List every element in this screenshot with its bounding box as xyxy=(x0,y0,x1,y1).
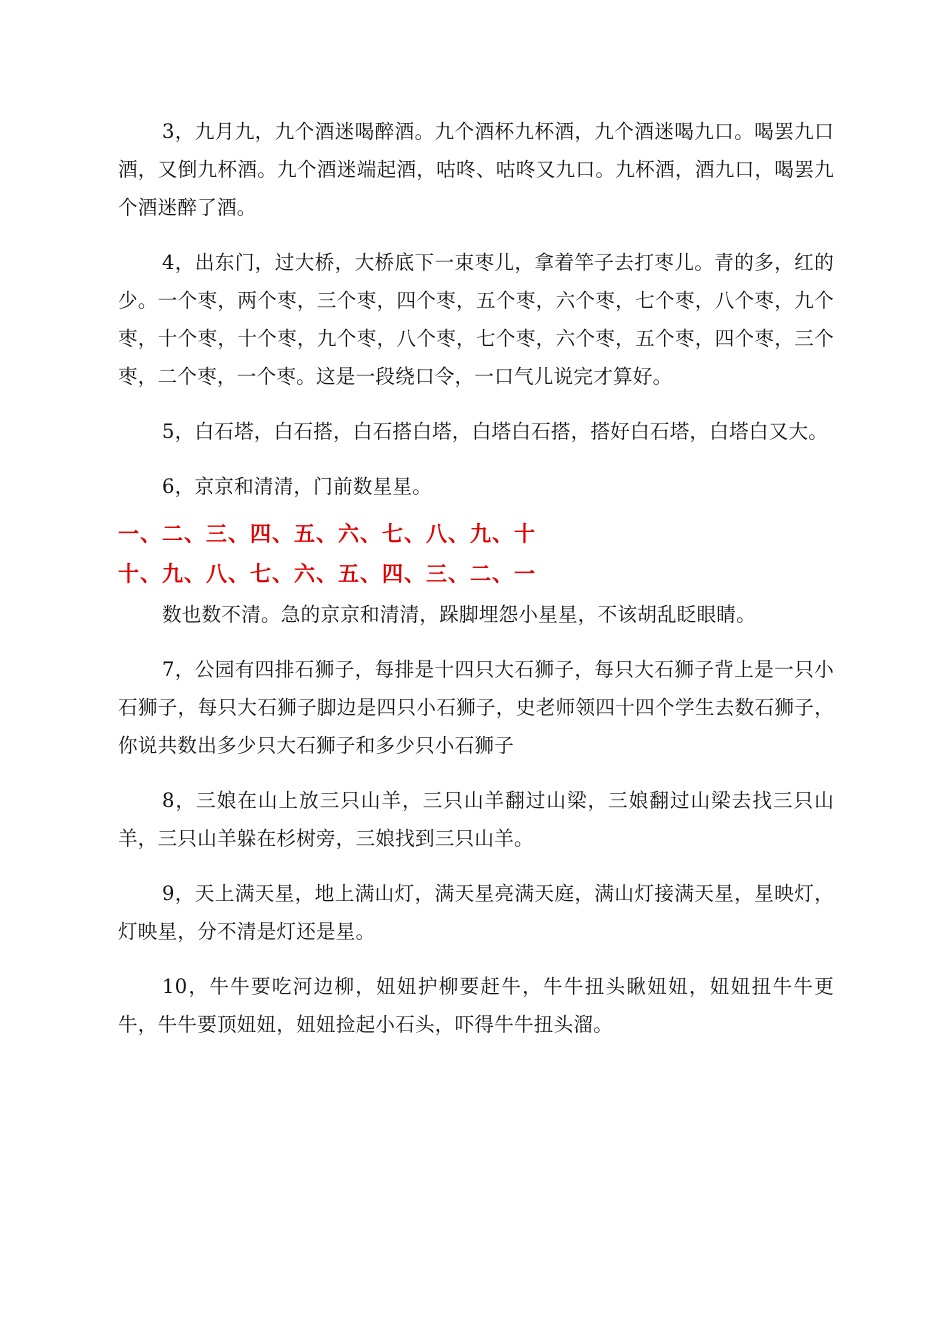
count-up-line: 一、二、三、四、五、六、七、八、九、十 xyxy=(118,522,536,546)
tongue-twister-4: 4，出东门，过大桥，大桥底下一束枣儿，拿着竿子去打枣儿。青的多，红的少。一个枣，两个枣，三个枣，四个枣，五个枣，六个枣，七个枣，八个枣，九个枣，十个枣，十个枣，九个枣，八个枣，七个枣，六个枣，五个枣，四个枣，三个枣，二个枣，一个枣。这是一段绕口令，一口气儿说完才算好。 xyxy=(118,251,834,388)
count-down-line: 十、九、八、七、六、五、四、三、二、一 xyxy=(118,562,536,586)
tongue-twister-10: 10，牛牛要吃河边柳，妞妞护柳要赶牛，牛牛扭头瞅妞妞，妞妞扭牛牛更牛，牛牛要顶妞妞，妞妞捡起小石头，吓得牛牛扭头溜。 xyxy=(118,975,834,1036)
tongue-twister-3: 3，九月九，九个酒迷喝醉酒。九个酒杯九杯酒，九个酒迷喝九口。喝罢九口酒，又倒九杯酒。九个酒迷端起酒，咕咚、咕咚又九口。九杯酒，酒九口，喝罢九个酒迷醉了酒。 xyxy=(118,120,834,219)
tongue-twister-8: 8，三娘在山上放三只山羊，三只山羊翻过山梁，三娘翻过山梁去找三只山羊，三只山羊躲在杉树旁，三娘找到三只山羊。 xyxy=(118,789,834,850)
document-page xyxy=(118,113,834,1061)
tongue-twister-6-ending: 数也数不清。急的京京和清清，跺脚埋怨小星星，不该胡乱眨眼睛。 xyxy=(162,603,757,626)
tongue-twister-9: 9，天上满天星，地上满山灯，满天星亮满天庭，满山灯接满天星，星映灯，灯映星，分不清是灯还是星。 xyxy=(118,882,834,943)
tongue-twister-5: 5，白石塔，白石搭，白石搭白塔，白塔白石搭，搭好白石塔，白塔白又大。 xyxy=(162,420,829,443)
tongue-twister-6: 6，京京和清清，门前数星星。 xyxy=(162,475,433,498)
tongue-twister-7: 7，公园有四排石狮子，每排是十四只大石狮子，每只大石狮子背上是一只小石狮子，每只大石狮子脚边是四只小石狮子，史老师领四十四个学生去数石狮子，你说共数出多少只大石狮子和多少只小石狮子 xyxy=(118,658,834,757)
